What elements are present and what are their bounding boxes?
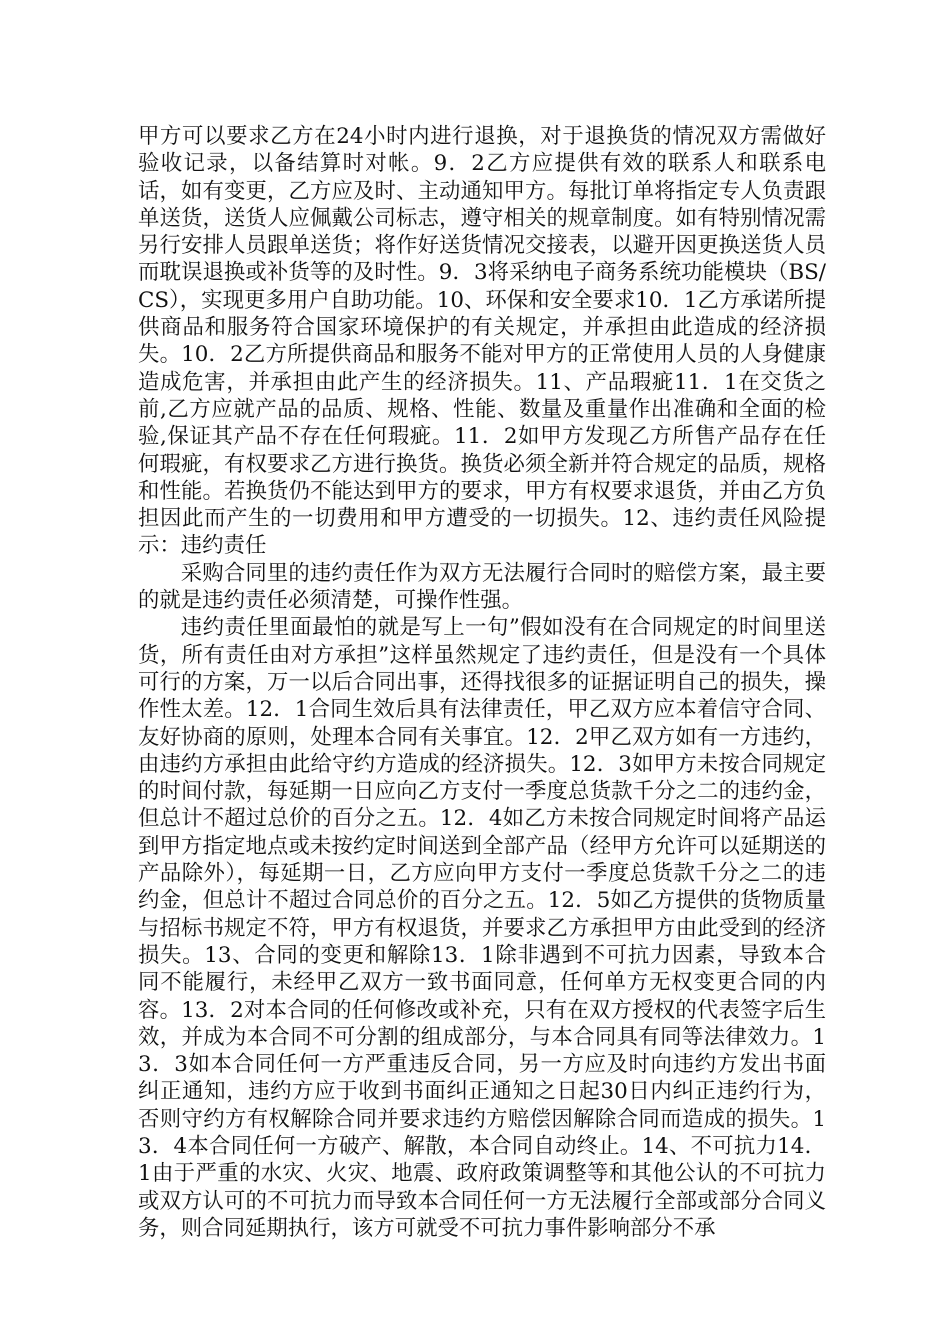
paragraph-2: 采购合同里的违约责任作为双方无法履行合同时的赔偿方案，最主要的就是违约责任必须清楚，可操作性强。 bbox=[138, 560, 826, 614]
paragraph-1: 甲方可以要求乙方在24小时内进行退换，对于退换货的情况双方需做好验收记录，以备结算时对帐。9．2乙方应提供有效的联系人和联系电话，如有变更，乙方应及时、主动通知甲方。每批订单将指定专人负责跟单送货，送货人应佩戴公司标志，遵守相关的规章制度。如有特别情况需另行安排人员跟单送货；将作好送货情况交接表，以避开因更换送货人员而耽误退换或补货等的及时性。9．3将采纳电子商务系统功能模块（BS/CS），实现更多用户自助功能。10、环保和安全要求10．1乙方承诺所提供商品和服务符合国家环境保护的有关规定，并承担由此造成的经济损失。10．2乙方所提供商品和服务不能对甲方的正常使用人员的人身健康造成危害，并承担由此产生的经济损失。11、产品瑕疵11．1在交货之前,乙方应就产品的品质、规格、性能、数量及重量作出准确和全面的检验,保证其产品不存在任何瑕疵。11．2如甲方发现乙方所售产品存在任何瑕疵，有权要求乙方进行换货。换货必须全新并符合规定的品质，规格和性能。若换货仍不能达到甲方的要求，甲方有权要求退货，并由乙方负担因此而产生的一切费用和甲方遭受的一切损失。12、违约责任风险提示：违约责任 bbox=[138, 124, 826, 559]
paragraph-3: 违约责任里面最怕的就是写上一句”假如没有在合同规定的时间里送货，所有责任由对方承担”这样虽然规定了违约责任，但是没有一个具体可行的方案，万一以后合同出事，还得找很多的证据证明自己的损失，操作性太差。12．1合同生效后具有法律责任，甲乙双方应本着信守合同、友好协商的原则，处理本合同有关事宜。12．2甲乙双方如有一方违约，由违约方承担由此给守约方造成的经济损失。12．3如甲方未按合同规定的时间付款，每延期一日应向乙方支付一季度总货款千分之二的违约金，但总计不超过总价的百分之五。12．4如乙方未按合同规定时间将产品运到甲方指定地点或未按约定时间送到全部产品（经甲方允许可以延期送的产品除外），每延期一日，乙方应向甲方支付一季度总货款千分之二的违约金，但总计不超过合同总价的百分之五。12．5如乙方提供的货物质量与招标书规定不符，甲方有权退货，并要求乙方承担甲方由此受到的经济损失。13、合同的变更和解除13．1除非遇到不可抗力因素，导致本合同不能履行，未经甲乙双方一致书面同意，任何单方无权变更合同的内容。13．2对本合同的任何修改或补充，只有在双方授权的代表签字后生效，并成为本合同不可分割的组成部分，与本合同具有同等法律效力。13．3如本合同任何一方严重违反合同，另一方应及时向违约方发出书面纠正通知，违约方应于收到书面纠正通知之日起30日内纠正违约行为，否则守约方有权解除合同并要求违约方赔偿因解除合同而造成的损失。13．4本合同任何一方破产、解散，本合同自动终止。14、不可抗力14．1由于严重的水灾、火灾、地震、政府政策调整等和其他公认的不可抗力或双方认可的不可抗力而导致本合同任何一方无法履行全部或部分合同义务，则合同延期执行，该方可就受不可抗力事件影响部分不承 bbox=[138, 615, 826, 1241]
document-page bbox=[138, 123, 826, 1242]
